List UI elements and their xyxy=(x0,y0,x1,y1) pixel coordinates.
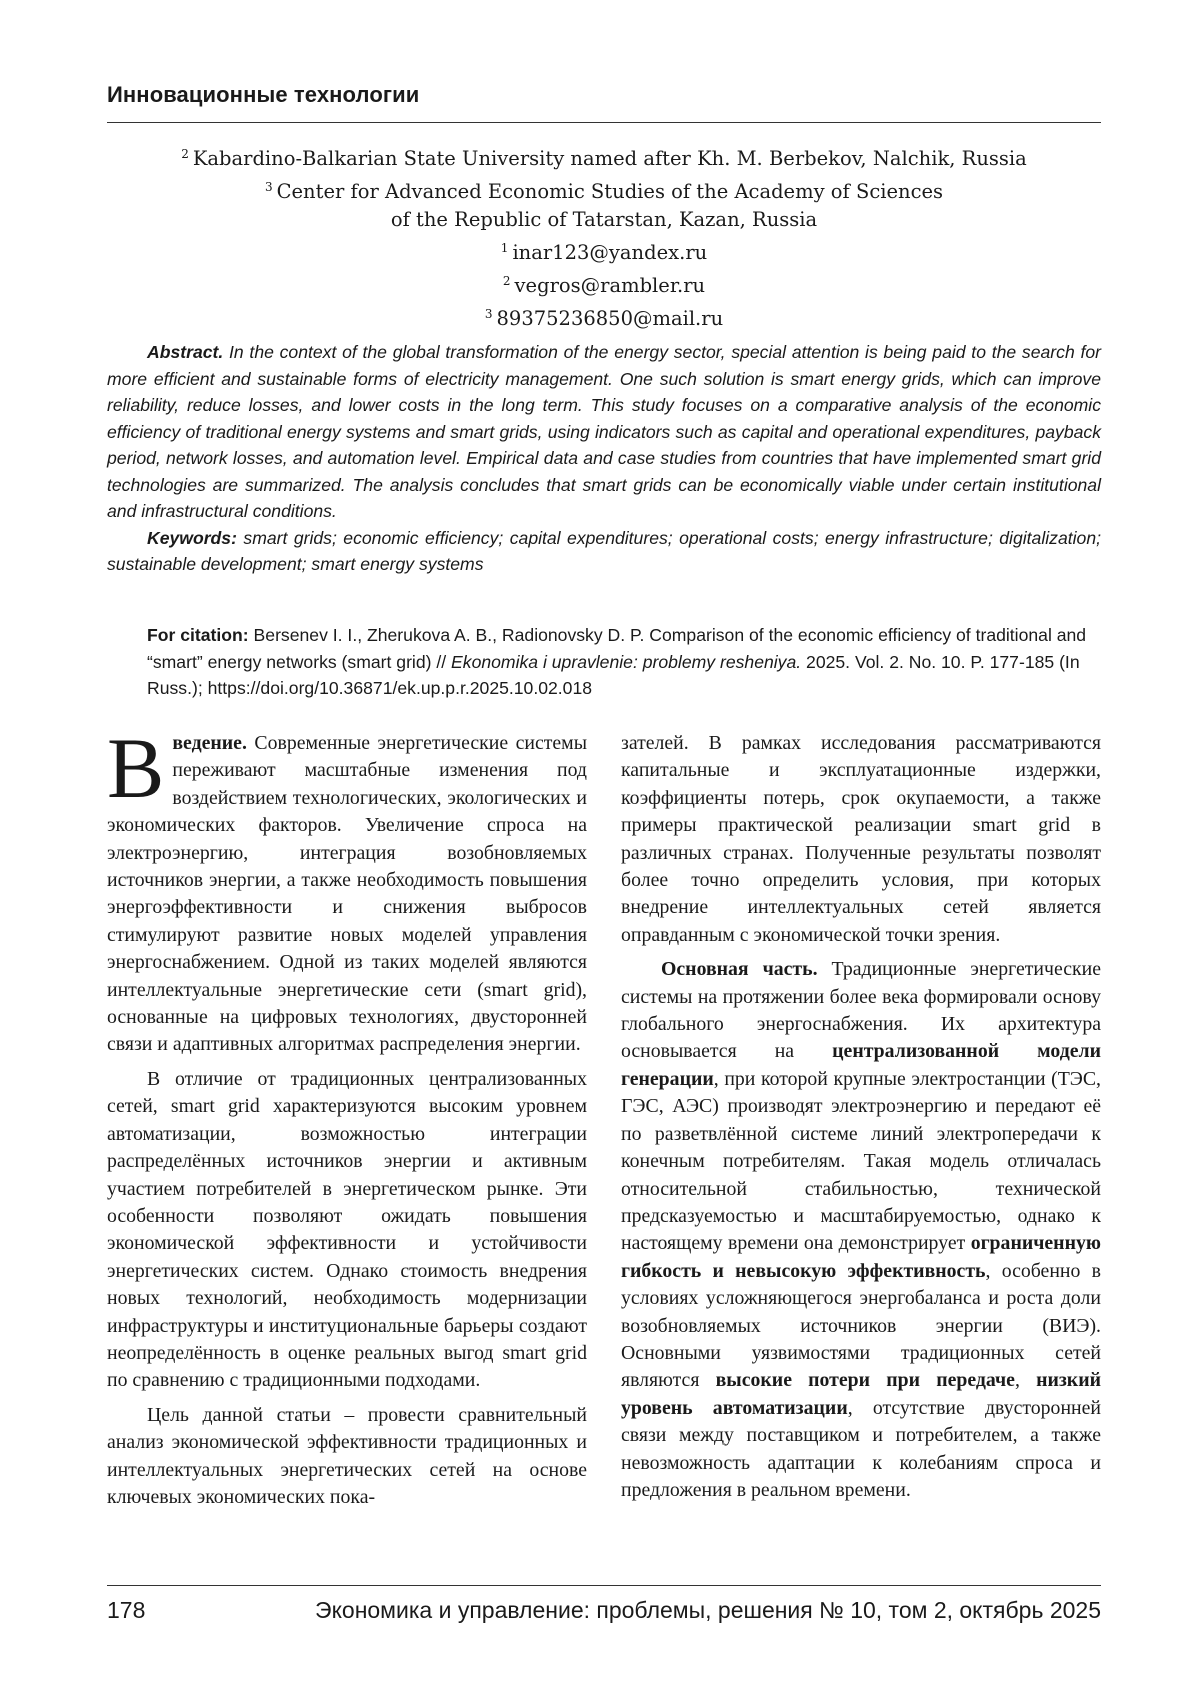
citation-label: For citation: xyxy=(147,625,249,645)
paragraph-text: Традиционные энергетические системы на протяжении более века формировали основу глобального энергоснабжения. Их архитектура основывается на xyxy=(621,958,1101,1063)
keywords-label: Keywords: xyxy=(147,527,237,548)
abstract-text: In the context of the global transformation of the energy sector, special attention is being paid to the search for more efficient and sustainable forms of electricity management. One such solution is smart energy grids, which can improve reliability, reduce losses, and lower costs in the long term. This study focuses on a comparative analysis of the economic efficiency of traditional energy systems and smart grids, using indicators such as capital and operational expenditures, payback period, network losses, and automation level. Empirical data and case studies from countries that have implemented smart grid technologies are summarized. The analysis concludes that smart grids can be economically viable under certain institutional and infrastructural conditions. xyxy=(107,342,1101,521)
citation-details[interactable]: 2025. Vol. 2. No. 10. P. 177-185 (In Russ.); https://doi.org/10.36871/ek.up.p.r.2025.10.02.018 xyxy=(147,651,1080,698)
intro-paragraph xyxy=(107,720,587,1059)
running-head: Инновационные технологии xyxy=(107,82,420,107)
abstract-paragraph xyxy=(107,339,1101,525)
affiliation-text: Center for Advanced Economic Studies of the Academy of Sciences xyxy=(276,180,944,203)
email-link[interactable]: 89375236850@mail.ru xyxy=(496,307,724,330)
affiliations xyxy=(107,140,1101,333)
main-part-heading: Основная часть. xyxy=(661,958,818,981)
paragraph-text: , особенно в условиях усложняющегося энергобаланса и роста доли возобновляемых источников энергии (ВИЭ). Основными уязвимостями традиционных сетей являются xyxy=(621,1259,1101,1392)
main-part-paragraph xyxy=(621,956,1101,1504)
emphasis-text: низкий уровень автоматизации xyxy=(621,1369,1101,1419)
email-link[interactable]: inar123@yandex.ru xyxy=(512,241,708,264)
abstract-label: Abstract. xyxy=(147,342,224,362)
journal-footer-title: Экономика и управление: проблемы, решения № 10, том 2, октябрь 2025 xyxy=(315,1597,1101,1623)
footer-rule xyxy=(107,1585,1101,1586)
email-line xyxy=(107,267,1101,300)
page-number: 178 xyxy=(107,1597,146,1623)
affiliation-line xyxy=(107,140,1101,173)
body-column-left xyxy=(107,720,587,1518)
affiliation-text: Kabardino-Balkarian State University named after Kh. M. Berbekov, Nalchik, Russia xyxy=(192,147,1027,170)
email-sup: 2 xyxy=(502,274,511,288)
paragraph-text: , отсутствие двусторонней связи между поставщиком и потребителем, а также невозможность адаптации к колебаниям спроса и предложения в реальном времени. xyxy=(621,1396,1101,1501)
header-rule xyxy=(107,122,1101,123)
paragraph-text: , xyxy=(1014,1369,1020,1392)
affiliation-line xyxy=(107,173,1101,206)
affiliation-text: of the Republic of Tatarstan, Kazan, Russia xyxy=(390,208,818,231)
email-line xyxy=(107,234,1101,267)
email-line xyxy=(107,300,1101,333)
citation-block xyxy=(147,622,1101,702)
affiliation-sup: 2 xyxy=(181,147,189,161)
emphasis-text: высокие потери при передаче xyxy=(715,1369,1015,1392)
citation-journal: Ekonomika i upravlenie: problemy resheniya. xyxy=(451,651,802,672)
abstract-block xyxy=(107,339,1101,578)
paragraph-text: Современные энергетические системы переживают масштабные изменения под воздействием технологических, экологических и экономических факторов. Увеличение спроса на электроэнергию, интеграция возобновляемых источников энергии, а также необходимость повышения энергоэффективности и снижения выбросов стимулируют развитие новых моделей управления энергоснабжением. Одной из таких моделей являются интеллектуальные энергетические сети (smart grid), основанные на цифровых технологиях, двусторонней связи и адаптивных алгоритмах распределения энергии. xyxy=(107,732,587,1056)
paragraph-text: , при которой крупные электростанции (ТЭС, ГЭС, АЭС) производят электроэнергию и передают её по разветвлённой системе линий электропередачи к конечным потребителям. Такая модель отличалась относительной стабильностью, технической предсказуемостью и масштабируемостью, однако к настоящему времени она демонстрирует xyxy=(621,1067,1101,1255)
keywords-text: smart grids; economic efficiency; capital expenditures; operational costs; energy infrastructure; digitalization; sustainable development; smart energy systems xyxy=(107,527,1101,574)
drop-cap: В xyxy=(107,720,165,816)
affiliation-line xyxy=(107,206,1101,234)
email-sup: 3 xyxy=(484,307,493,321)
intro-heading: ведение. xyxy=(172,732,247,754)
emphasis-text: централизованной модели генерации xyxy=(621,1040,1101,1090)
keywords-paragraph xyxy=(107,525,1101,578)
body-paragraph: зателей. В рамках исследования рассматриваются капитальные и эксплуатационные издержки, коэффициенты потерь, срок окупаемости, а также примеры практической реализации smart grid в различных странах. Полученные результаты позволят более точно определить условия, при которых внедрение интеллектуальных сетей является оправданным с экономической точки зрения. xyxy=(621,732,1101,946)
email-sup: 1 xyxy=(500,241,509,255)
body-paragraph: Цель данной статьи – провести сравнительный анализ экономической эффективности традиционных и интеллектуальных энергетических сетей на основе ключевых экономических пока- xyxy=(107,1403,587,1508)
affiliation-sup: 3 xyxy=(264,180,273,194)
emphasis-text: ограниченную гибкость и невысокую эффективность xyxy=(621,1232,1101,1282)
body-paragraph: В отличие от традиционных централизованных сетей, smart grid характеризуются высоким уровнем автоматизации, возможностью интеграции распределённых источников энергии и активным участием потребителей в энергетическом рынке. Эти особенности позволяют ожидать повышения экономической эффективности и устойчивости энергетических систем. Однако стоимость внедрения новых технологий, необходимость модернизации инфраструктуры и институциональные барьеры создают неопределённость в оценке реальных выгод smart grid по сравнению с традиционными подходами. xyxy=(107,1067,587,1392)
email-link[interactable]: vegros@rambler.ru xyxy=(514,274,706,297)
body-column-right xyxy=(621,730,1101,1511)
citation-text: Bersenev I. I., Zherukova A. B., Radionovsky D. P. Comparison of the economic efficiency of traditional and “smart” energy networks (smart grid) // xyxy=(147,625,1087,672)
